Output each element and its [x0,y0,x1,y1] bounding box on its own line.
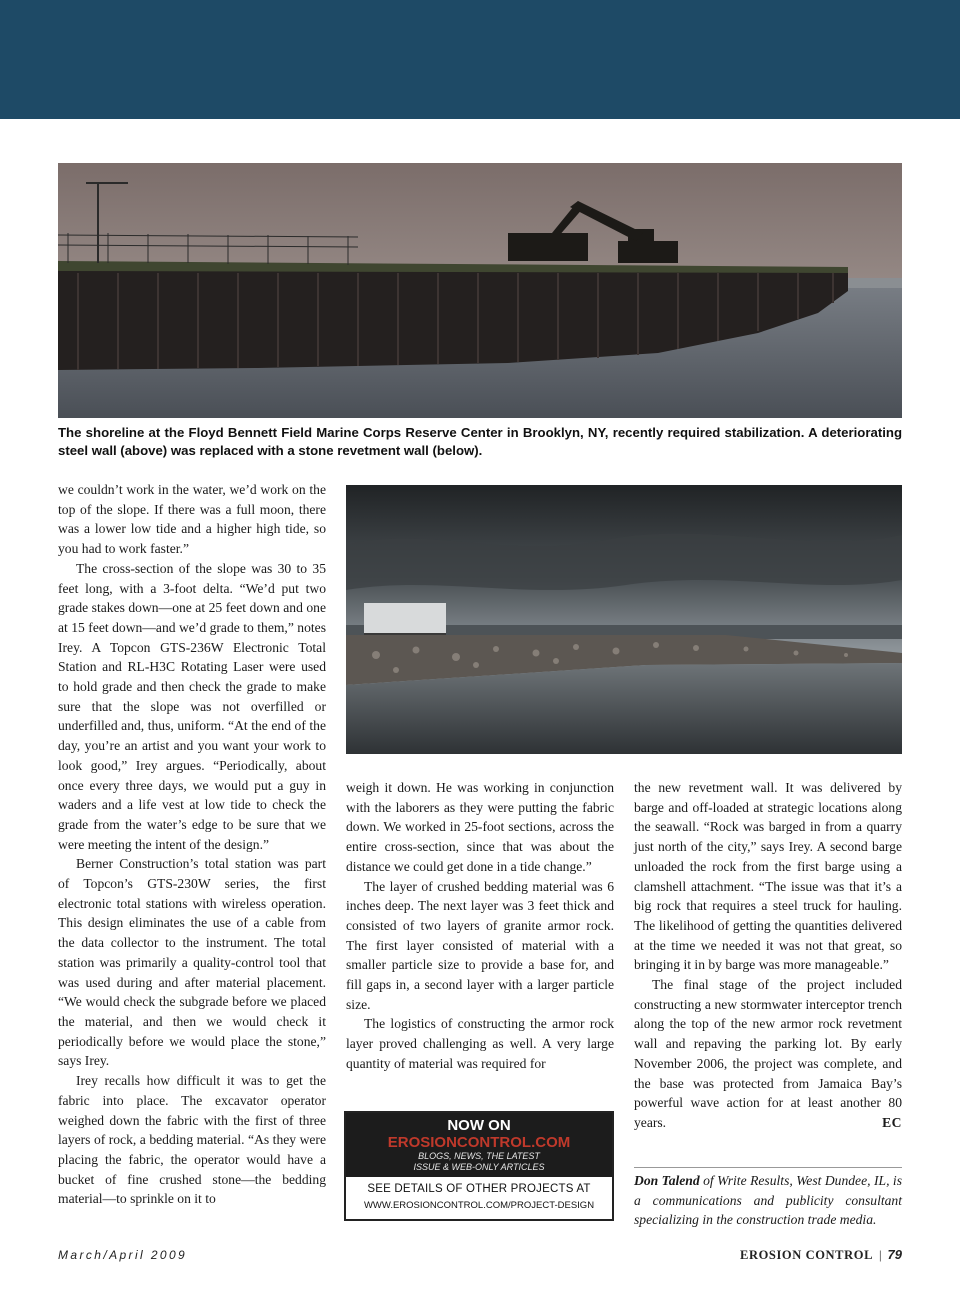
paragraph: The cross-section of the slope was 30 to 35 feet long, with a 3-foot delta. “We’d put two grade stakes down—one at 25 feet down and one at 15 feet down—and we’d grade to them,” notes Irey. A Topcon GTS-236W Electronic Total Station and RL-H3C Rotating Laser were used to hold grade and then check the grade to make sure that the slope was not overfilled or underfilled and, thus, uniform. “At the end of the day, you’re an artist and you want your work to look good,” Irey argues. “Periodically, about once every three days, we would put a guy in waders and a life vest at low tide to check the grade from the water’s edge to be sure that we were meeting the intent of the design.” [58,560,326,852]
ad-url-link[interactable]: WWW.EROSIONCONTROL.COM/PROJECT-DESIGN [363,1200,595,1211]
ad-see-details: SEE DETAILS OF OTHER PROJECTS AT [367,1183,591,1195]
page-number: 79 [887,1247,902,1262]
article-column-3 [634,778,902,1133]
ad-blogs-line-2: ISSUE & WEB-ONLY ARTICLES [413,1161,545,1172]
ad-now-on: NOW ON [447,1117,511,1134]
footer-separator: | [879,1248,882,1262]
page-footer [740,1247,902,1263]
issue-date: March/April 2009 [58,1248,188,1262]
header-banner [0,0,960,119]
ad-footer [346,1183,612,1211]
paragraph: weigh it down. He was working in conjunction with the laborers as they were putting the fabric down. We worked in 25-foot sections, across the entire cross-section, since that was about the distance we could get done in a tide change.” [346,780,614,874]
article-column-2 [346,778,614,1074]
paragraph: Berner Construction’s total station was part of Topcon’s GTS-230W series, the first electronic total stations with wireless operation. This design eliminates the use of a cable from the data collector to the instrument. The total station was primarily a quality-control tool that was used during and after material placement. “We would check the subgrade before we placed the material, and then we would check it periodically before we would place the stone,” says Irey. [58,856,326,1069]
ad-site-name: EROSIONCONTROL.COM [387,1134,571,1151]
shoreline-steel-wall-photo [58,163,902,418]
article-column-1 [58,480,326,1209]
paragraph: The logistics of constructing the armor rock layer proved challenging as well. A very large quantity of material was required for [346,1016,614,1071]
end-mark: EC [882,1114,902,1130]
paragraph: we couldn’t work in the water, we’d work on the top of the slope. If there was a full moon, there was a lower low tide and a higher high tide, so you had to work faster.” [58,482,326,557]
stone-revetment-wall-photo [346,485,902,754]
author-bio [634,1171,902,1230]
ad-header [346,1113,612,1177]
paragraph [634,975,902,1133]
paragraph-text: The final stage of the project included constructing a new stormwater interceptor trench along the top of the new armor rock revetment wall and repaving the parking lot. By early November 2006, the project was complete, and the base was protected from Jamaica Bay’s powerful wave action for at least another 80 years. [634,977,902,1130]
author-divider [634,1167,902,1168]
paragraph: The layer of crushed bedding material was 6 inches deep. The next layer was 3 feet thick and consisted of two layers of granite armor rock. The first layer consisted of material with a smaller particle size to provide a base for, and fill gaps in, a second layer with a larger particle size. [346,878,614,1012]
paragraph: the new revetment wall. It was delivered by barge and off-loaded at strategic locations along the seawall. “Rock was barged in from a quarry just north of the city,” says Irey. A second barge unloaded the rock from the first barge using a clamshell attachment. “The issue was that it’s a big rock that requires a steel truck for hauling. The likelihood of getting the quantities delivered at the time we needed it was not that great, so bringing it in by barge was more manageable.” [634,780,902,973]
website-promo-ad[interactable] [344,1111,614,1221]
author-bio-text: of Write Results, West Dundee, IL, is a communications and publicity consultant specializing in the construction trade media. [634,1173,903,1228]
author-name: Don Talend [634,1173,700,1188]
photo-caption: The shoreline at the Floyd Bennett Field Marine Corps Reserve Center in Brooklyn, NY, recently required stabilization. A deteriorating steel wall (above) was replaced with a stone revetment wall (below). [58,425,902,458]
paragraph: Irey recalls how difficult it was to get the fabric into place. The excavator operator weighed down the fabric with the first of three layers of rock, a bedding material. “As they were placing the fabric, the operator would have a bucket of fine crushed stone—the bedding material—to sprinkle on it to [58,1073,326,1207]
ad-blogs-line-1: BLOGS, NEWS, THE LATEST [418,1151,540,1161]
magazine-name: EROSION CONTROL [740,1248,874,1262]
